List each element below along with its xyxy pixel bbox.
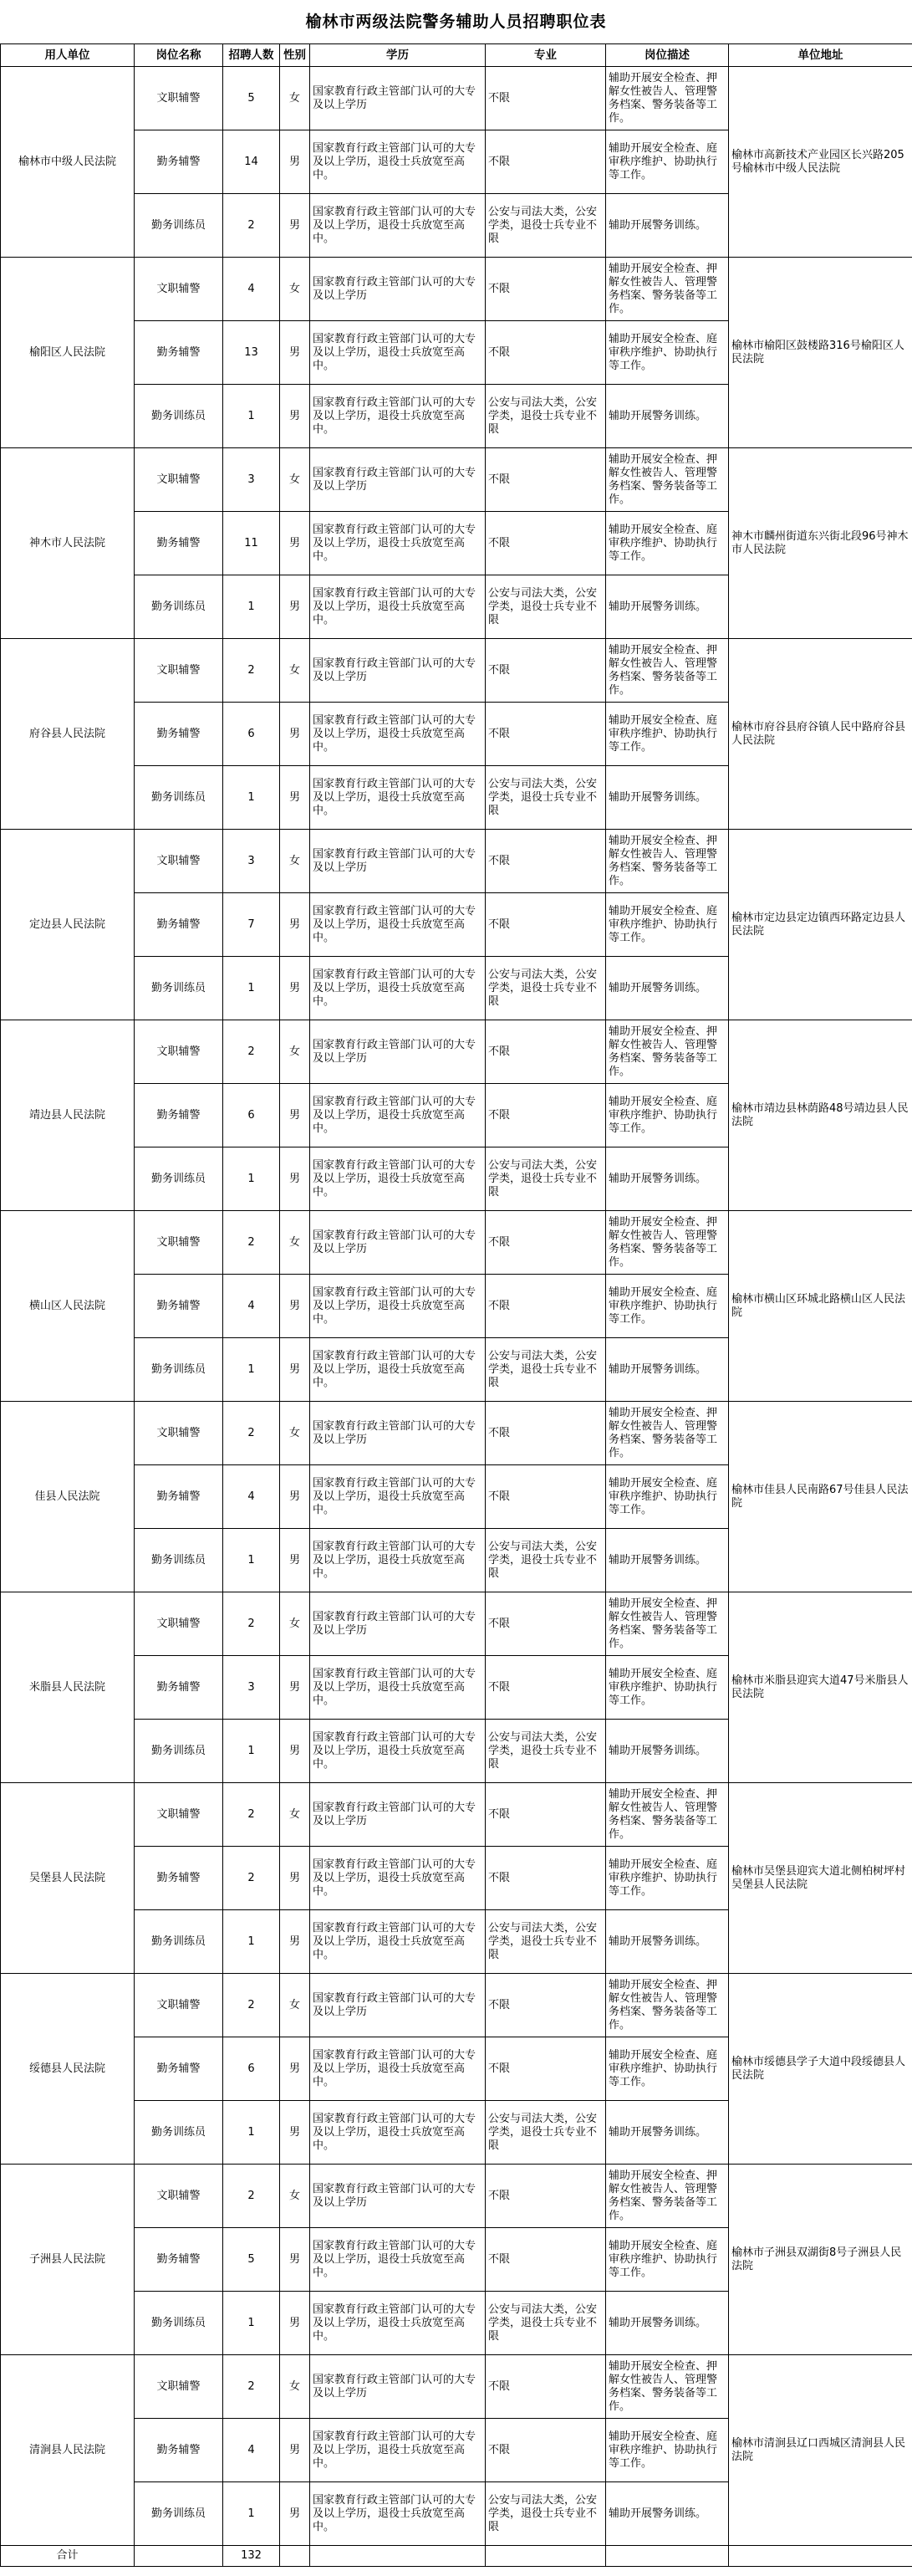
address-cell: 榆林市佳县人民南路67号佳县人民法院 [729, 1402, 912, 1592]
education-cell: 国家教育行政主管部门认可的大专及以上学历，退役士兵放宽至高中。 [310, 1147, 486, 1211]
education-cell: 国家教育行政主管部门认可的大专及以上学历，退役士兵放宽至高中。 [310, 385, 486, 448]
table-row [1, 1211, 912, 1275]
education-cell: 国家教育行政主管部门认可的大专及以上学历 [310, 448, 486, 512]
gender-cell: 男 [280, 575, 310, 639]
major-cell: 不限 [486, 1974, 606, 2037]
major-cell: 不限 [486, 321, 606, 385]
description-cell: 辅助开展警务训练。 [606, 1910, 729, 1974]
gender-cell: 男 [280, 1910, 310, 1974]
count-cell: 7 [223, 893, 280, 957]
education-cell: 国家教育行政主管部门认可的大专及以上学历，退役士兵放宽至高中。 [310, 766, 486, 830]
position-cell: 勤务训练员 [135, 957, 223, 1020]
count-cell: 1 [223, 2101, 280, 2165]
table-row [1, 1592, 912, 1656]
table-row [1, 2355, 912, 2419]
description-cell: 辅助开展安全检查、押解女性被告人、管理警务档案、警务装备等工作。 [606, 1974, 729, 2037]
education-cell: 国家教育行政主管部门认可的大专及以上学历，退役士兵放宽至高中。 [310, 2419, 486, 2482]
count-cell: 1 [223, 1147, 280, 1211]
count-cell: 4 [223, 2419, 280, 2482]
gender-cell: 男 [280, 1275, 310, 1338]
count-cell: 11 [223, 512, 280, 575]
position-cell: 勤务训练员 [135, 575, 223, 639]
position-cell: 勤务辅警 [135, 1465, 223, 1529]
position-cell: 勤务辅警 [135, 2228, 223, 2292]
count-cell: 1 [223, 1720, 280, 1783]
total-blank-cell [310, 2546, 486, 2567]
gender-cell: 女 [280, 2165, 310, 2228]
table-row [1, 2165, 912, 2228]
gender-cell: 男 [280, 893, 310, 957]
address-cell: 神木市麟州街道东兴街北段96号神木市人民法院 [729, 448, 912, 639]
education-cell: 国家教育行政主管部门认可的大专及以上学历，退役士兵放宽至高中。 [310, 957, 486, 1020]
total-blank-cell [280, 2546, 310, 2567]
address-cell: 榆林市府谷县府谷镇人民中路府谷县人民法院 [729, 639, 912, 830]
education-cell: 国家教育行政主管部门认可的大专及以上学历，退役士兵放宽至高中。 [310, 1275, 486, 1338]
description-cell: 辅助开展安全检查、庭审秩序维护、协助执行等工作。 [606, 512, 729, 575]
unit-name-cell: 榆阳区人民法院 [1, 258, 135, 448]
position-cell: 文职辅警 [135, 1402, 223, 1465]
table-row [1, 639, 912, 703]
header-position: 岗位名称 [135, 44, 223, 67]
table-row [1, 1402, 912, 1465]
count-cell: 6 [223, 703, 280, 766]
description-cell: 辅助开展警务训练。 [606, 957, 729, 1020]
gender-cell: 女 [280, 1783, 310, 1847]
description-cell: 辅助开展安全检查、庭审秩序维护、协助执行等工作。 [606, 1084, 729, 1147]
position-cell: 文职辅警 [135, 258, 223, 321]
gender-cell: 女 [280, 2355, 310, 2419]
header-education: 学历 [310, 44, 486, 67]
education-cell: 国家教育行政主管部门认可的大专及以上学历，退役士兵放宽至高中。 [310, 1656, 486, 1720]
unit-name-cell: 清涧县人民法院 [1, 2355, 135, 2546]
table-row [1, 67, 912, 130]
gender-cell: 男 [280, 385, 310, 448]
education-cell: 国家教育行政主管部门认可的大专及以上学历，退役士兵放宽至高中。 [310, 1338, 486, 1402]
unit-name-cell: 吴堡县人民法院 [1, 1783, 135, 1974]
gender-cell: 女 [280, 1020, 310, 1084]
position-cell: 文职辅警 [135, 1974, 223, 2037]
count-cell: 1 [223, 2292, 280, 2355]
description-cell: 辅助开展安全检查、庭审秩序维护、协助执行等工作。 [606, 703, 729, 766]
count-cell: 2 [223, 1974, 280, 2037]
major-cell: 不限 [486, 1020, 606, 1084]
gender-cell: 女 [280, 448, 310, 512]
education-cell: 国家教育行政主管部门认可的大专及以上学历，退役士兵放宽至高中。 [310, 1084, 486, 1147]
gender-cell: 女 [280, 639, 310, 703]
address-cell: 榆林市高新技术产业园区长兴路205号榆林市中级人民法院 [729, 67, 912, 258]
count-cell: 4 [223, 258, 280, 321]
unit-name-cell: 横山区人民法院 [1, 1211, 135, 1402]
position-cell: 文职辅警 [135, 67, 223, 130]
description-cell: 辅助开展安全检查、庭审秩序维护、协助执行等工作。 [606, 2228, 729, 2292]
unit-name-cell: 子洲县人民法院 [1, 2165, 135, 2355]
description-cell: 辅助开展警务训练。 [606, 766, 729, 830]
count-cell: 2 [223, 1783, 280, 1847]
position-cell: 文职辅警 [135, 830, 223, 893]
position-cell: 勤务训练员 [135, 766, 223, 830]
count-cell: 5 [223, 2228, 280, 2292]
gender-cell: 女 [280, 830, 310, 893]
position-cell: 文职辅警 [135, 2355, 223, 2419]
description-cell: 辅助开展安全检查、押解女性被告人、管理警务档案、警务装备等工作。 [606, 2165, 729, 2228]
gender-cell: 男 [280, 1529, 310, 1592]
gender-cell: 男 [280, 1847, 310, 1910]
gender-cell: 男 [280, 130, 310, 194]
major-cell: 公安与司法大类，公安学类，退役士兵专业不限 [486, 1910, 606, 1974]
position-cell: 勤务训练员 [135, 1910, 223, 1974]
major-cell: 不限 [486, 1084, 606, 1147]
major-cell: 公安与司法大类，公安学类，退役士兵专业不限 [486, 194, 606, 258]
major-cell: 公安与司法大类，公安学类，退役士兵专业不限 [486, 1529, 606, 1592]
major-cell: 不限 [486, 1402, 606, 1465]
major-cell: 不限 [486, 2037, 606, 2101]
major-cell: 不限 [486, 2355, 606, 2419]
recruitment-table [0, 43, 912, 2567]
address-cell: 榆林市靖边县林荫路48号靖边县人民法院 [729, 1020, 912, 1211]
major-cell: 公安与司法大类，公安学类，退役士兵专业不限 [486, 385, 606, 448]
major-cell: 不限 [486, 1783, 606, 1847]
education-cell: 国家教育行政主管部门认可的大专及以上学历，退役士兵放宽至高中。 [310, 512, 486, 575]
unit-name-cell: 靖边县人民法院 [1, 1020, 135, 1211]
position-cell: 文职辅警 [135, 1592, 223, 1656]
gender-cell: 男 [280, 321, 310, 385]
major-cell: 不限 [486, 1211, 606, 1275]
count-cell: 1 [223, 1529, 280, 1592]
address-cell: 榆林市吴堡县迎宾大道北侧柏树坪村吴堡县人民法院 [729, 1783, 912, 1974]
description-cell: 辅助开展安全检查、押解女性被告人、管理警务档案、警务装备等工作。 [606, 830, 729, 893]
count-cell: 4 [223, 1465, 280, 1529]
major-cell: 不限 [486, 258, 606, 321]
description-cell: 辅助开展安全检查、押解女性被告人、管理警务档案、警务装备等工作。 [606, 1783, 729, 1847]
description-cell: 辅助开展安全检查、庭审秩序维护、协助执行等工作。 [606, 1656, 729, 1720]
gender-cell: 男 [280, 2101, 310, 2165]
description-cell: 辅助开展安全检查、庭审秩序维护、协助执行等工作。 [606, 1275, 729, 1338]
address-cell: 榆林市横山区环城北路横山区人民法院 [729, 1211, 912, 1402]
major-cell: 公安与司法大类，公安学类，退役士兵专业不限 [486, 2292, 606, 2355]
description-cell: 辅助开展安全检查、押解女性被告人、管理警务档案、警务装备等工作。 [606, 639, 729, 703]
gender-cell: 男 [280, 2292, 310, 2355]
description-cell: 辅助开展警务训练。 [606, 194, 729, 258]
gender-cell: 男 [280, 2228, 310, 2292]
header-address: 单位地址 [729, 44, 912, 67]
count-cell: 6 [223, 1084, 280, 1147]
position-cell: 文职辅警 [135, 1211, 223, 1275]
major-cell: 不限 [486, 130, 606, 194]
address-cell: 榆林市子洲县双湖街8号子洲县人民法院 [729, 2165, 912, 2355]
position-cell: 勤务辅警 [135, 1084, 223, 1147]
count-cell: 1 [223, 957, 280, 1020]
address-cell: 榆林市定边县定边镇西环路定边县人民法院 [729, 830, 912, 1020]
count-cell: 4 [223, 1275, 280, 1338]
count-cell: 6 [223, 2037, 280, 2101]
header-major: 专业 [486, 44, 606, 67]
gender-cell: 男 [280, 703, 310, 766]
count-cell: 14 [223, 130, 280, 194]
count-cell: 2 [223, 194, 280, 258]
gender-cell: 女 [280, 67, 310, 130]
position-cell: 文职辅警 [135, 2165, 223, 2228]
major-cell: 不限 [486, 1592, 606, 1656]
description-cell: 辅助开展警务训练。 [606, 1529, 729, 1592]
header-gender: 性别 [280, 44, 310, 67]
address-cell: 榆林市绥德县学子大道中段绥德县人民法院 [729, 1974, 912, 2165]
position-cell: 勤务辅警 [135, 2037, 223, 2101]
table-row [1, 1783, 912, 1847]
header-count: 招聘人数 [223, 44, 280, 67]
count-cell: 2 [223, 1402, 280, 1465]
education-cell: 国家教育行政主管部门认可的大专及以上学历 [310, 830, 486, 893]
count-cell: 2 [223, 1847, 280, 1910]
count-cell: 5 [223, 67, 280, 130]
education-cell: 国家教育行政主管部门认可的大专及以上学历 [310, 1592, 486, 1656]
description-cell: 辅助开展警务训练。 [606, 1147, 729, 1211]
position-cell: 勤务训练员 [135, 1529, 223, 1592]
education-cell: 国家教育行政主管部门认可的大专及以上学历，退役士兵放宽至高中。 [310, 2482, 486, 2546]
count-cell: 2 [223, 639, 280, 703]
education-cell: 国家教育行政主管部门认可的大专及以上学历，退役士兵放宽至高中。 [310, 1910, 486, 1974]
total-label: 合计 [1, 2546, 135, 2567]
education-cell: 国家教育行政主管部门认可的大专及以上学历 [310, 1974, 486, 2037]
gender-cell: 男 [280, 2419, 310, 2482]
table-row [1, 1974, 912, 2037]
education-cell: 国家教育行政主管部门认可的大专及以上学历，退役士兵放宽至高中。 [310, 130, 486, 194]
major-cell: 不限 [486, 1465, 606, 1529]
gender-cell: 男 [280, 2482, 310, 2546]
count-cell: 1 [223, 385, 280, 448]
education-cell: 国家教育行政主管部门认可的大专及以上学历，退役士兵放宽至高中。 [310, 194, 486, 258]
description-cell: 辅助开展安全检查、庭审秩序维护、协助执行等工作。 [606, 893, 729, 957]
address-cell: 榆林市米脂县迎宾大道47号米脂县人民法院 [729, 1592, 912, 1783]
education-cell: 国家教育行政主管部门认可的大专及以上学历 [310, 67, 486, 130]
major-cell: 不限 [486, 1656, 606, 1720]
unit-name-cell: 绥德县人民法院 [1, 1974, 135, 2165]
education-cell: 国家教育行政主管部门认可的大专及以上学历 [310, 258, 486, 321]
description-cell: 辅助开展警务训练。 [606, 385, 729, 448]
major-cell: 不限 [486, 1847, 606, 1910]
description-cell: 辅助开展安全检查、庭审秩序维护、协助执行等工作。 [606, 2419, 729, 2482]
description-cell: 辅助开展警务训练。 [606, 575, 729, 639]
unit-name-cell: 神木市人民法院 [1, 448, 135, 639]
address-cell: 榆林市清涧县辽口西城区清涧县人民法院 [729, 2355, 912, 2546]
position-cell: 勤务辅警 [135, 2419, 223, 2482]
gender-cell: 男 [280, 1084, 310, 1147]
description-cell: 辅助开展安全检查、押解女性被告人、管理警务档案、警务装备等工作。 [606, 448, 729, 512]
gender-cell: 男 [280, 1656, 310, 1720]
major-cell: 公安与司法大类，公安学类，退役士兵专业不限 [486, 1720, 606, 1783]
header-unit: 用人单位 [1, 44, 135, 67]
gender-cell: 女 [280, 1211, 310, 1275]
header-description: 岗位描述 [606, 44, 729, 67]
position-cell: 勤务辅警 [135, 893, 223, 957]
position-cell: 勤务辅警 [135, 1275, 223, 1338]
major-cell: 公安与司法大类，公安学类，退役士兵专业不限 [486, 1338, 606, 1402]
count-cell: 2 [223, 2165, 280, 2228]
education-cell: 国家教育行政主管部门认可的大专及以上学历 [310, 1783, 486, 1847]
count-cell: 2 [223, 1211, 280, 1275]
major-cell: 不限 [486, 2165, 606, 2228]
major-cell: 不限 [486, 448, 606, 512]
education-cell: 国家教育行政主管部门认可的大专及以上学历 [310, 2355, 486, 2419]
position-cell: 勤务辅警 [135, 512, 223, 575]
position-cell: 勤务训练员 [135, 1147, 223, 1211]
education-cell: 国家教育行政主管部门认可的大专及以上学历，退役士兵放宽至高中。 [310, 1529, 486, 1592]
gender-cell: 男 [280, 2037, 310, 2101]
position-cell: 文职辅警 [135, 1783, 223, 1847]
major-cell: 不限 [486, 639, 606, 703]
count-cell: 1 [223, 2482, 280, 2546]
position-cell: 勤务训练员 [135, 385, 223, 448]
count-cell: 1 [223, 575, 280, 639]
description-cell: 辅助开展安全检查、押解女性被告人、管理警务档案、警务装备等工作。 [606, 1592, 729, 1656]
education-cell: 国家教育行政主管部门认可的大专及以上学历，退役士兵放宽至高中。 [310, 2292, 486, 2355]
table-row [1, 830, 912, 893]
description-cell: 辅助开展安全检查、押解女性被告人、管理警务档案、警务装备等工作。 [606, 2355, 729, 2419]
major-cell: 不限 [486, 703, 606, 766]
position-cell: 勤务辅警 [135, 703, 223, 766]
description-cell: 辅助开展安全检查、庭审秩序维护、协助执行等工作。 [606, 1465, 729, 1529]
education-cell: 国家教育行政主管部门认可的大专及以上学历，退役士兵放宽至高中。 [310, 2101, 486, 2165]
description-cell: 辅助开展警务训练。 [606, 2292, 729, 2355]
total-blank-cell [606, 2546, 729, 2567]
education-cell: 国家教育行政主管部门认可的大专及以上学历，退役士兵放宽至高中。 [310, 575, 486, 639]
gender-cell: 男 [280, 1720, 310, 1783]
major-cell: 公安与司法大类，公安学类，退役士兵专业不限 [486, 2101, 606, 2165]
position-cell: 勤务辅警 [135, 1847, 223, 1910]
major-cell: 公安与司法大类，公安学类，退役士兵专业不限 [486, 957, 606, 1020]
count-cell: 1 [223, 1910, 280, 1974]
total-blank-cell [135, 2546, 223, 2567]
gender-cell: 男 [280, 194, 310, 258]
count-cell: 3 [223, 448, 280, 512]
table-row [1, 258, 912, 321]
table-body [1, 67, 912, 2567]
gender-cell: 男 [280, 1147, 310, 1211]
position-cell: 勤务训练员 [135, 194, 223, 258]
education-cell: 国家教育行政主管部门认可的大专及以上学历，退役士兵放宽至高中。 [310, 703, 486, 766]
description-cell: 辅助开展安全检查、庭审秩序维护、协助执行等工作。 [606, 2037, 729, 2101]
count-cell: 1 [223, 766, 280, 830]
position-cell: 勤务辅警 [135, 321, 223, 385]
gender-cell: 男 [280, 1338, 310, 1402]
position-cell: 勤务训练员 [135, 2482, 223, 2546]
major-cell: 不限 [486, 2228, 606, 2292]
unit-name-cell: 米脂县人民法院 [1, 1592, 135, 1783]
education-cell: 国家教育行政主管部门认可的大专及以上学历 [310, 1402, 486, 1465]
total-blank-cell [729, 2546, 912, 2567]
description-cell: 辅助开展警务训练。 [606, 1338, 729, 1402]
description-cell: 辅助开展安全检查、押解女性被告人、管理警务档案、警务装备等工作。 [606, 1020, 729, 1084]
major-cell: 不限 [486, 1275, 606, 1338]
total-blank-cell [486, 2546, 606, 2567]
gender-cell: 男 [280, 512, 310, 575]
unit-name-cell: 定边县人民法院 [1, 830, 135, 1020]
description-cell: 辅助开展安全检查、庭审秩序维护、协助执行等工作。 [606, 321, 729, 385]
major-cell: 公安与司法大类，公安学类，退役士兵专业不限 [486, 766, 606, 830]
description-cell: 辅助开展警务训练。 [606, 2101, 729, 2165]
education-cell: 国家教育行政主管部门认可的大专及以上学历，退役士兵放宽至高中。 [310, 321, 486, 385]
major-cell: 不限 [486, 830, 606, 893]
position-cell: 勤务训练员 [135, 1338, 223, 1402]
count-cell: 1 [223, 1338, 280, 1402]
major-cell: 不限 [486, 67, 606, 130]
gender-cell: 男 [280, 1465, 310, 1529]
education-cell: 国家教育行政主管部门认可的大专及以上学历 [310, 2165, 486, 2228]
major-cell: 公安与司法大类，公安学类，退役士兵专业不限 [486, 575, 606, 639]
position-cell: 勤务训练员 [135, 2292, 223, 2355]
count-cell: 2 [223, 1592, 280, 1656]
education-cell: 国家教育行政主管部门认可的大专及以上学历 [310, 1020, 486, 1084]
education-cell: 国家教育行政主管部门认可的大专及以上学历，退役士兵放宽至高中。 [310, 2228, 486, 2292]
position-cell: 文职辅警 [135, 639, 223, 703]
position-cell: 勤务训练员 [135, 2101, 223, 2165]
major-cell: 不限 [486, 893, 606, 957]
count-cell: 13 [223, 321, 280, 385]
count-cell: 3 [223, 1656, 280, 1720]
education-cell: 国家教育行政主管部门认可的大专及以上学历 [310, 1211, 486, 1275]
description-cell: 辅助开展安全检查、押解女性被告人、管理警务档案、警务装备等工作。 [606, 258, 729, 321]
description-cell: 辅助开展安全检查、押解女性被告人、管理警务档案、警务装备等工作。 [606, 67, 729, 130]
gender-cell: 女 [280, 1974, 310, 2037]
description-cell: 辅助开展安全检查、押解女性被告人、管理警务档案、警务装备等工作。 [606, 1402, 729, 1465]
count-cell: 2 [223, 1020, 280, 1084]
description-cell: 辅助开展警务训练。 [606, 2482, 729, 2546]
description-cell: 辅助开展安全检查、庭审秩序维护、协助执行等工作。 [606, 1847, 729, 1910]
position-cell: 勤务训练员 [135, 1720, 223, 1783]
total-row [1, 2546, 912, 2567]
description-cell: 辅助开展安全检查、庭审秩序维护、协助执行等工作。 [606, 130, 729, 194]
unit-name-cell: 府谷县人民法院 [1, 639, 135, 830]
description-cell: 辅助开展安全检查、押解女性被告人、管理警务档案、警务装备等工作。 [606, 1211, 729, 1275]
gender-cell: 女 [280, 1402, 310, 1465]
major-cell: 公安与司法大类，公安学类，退役士兵专业不限 [486, 2482, 606, 2546]
unit-name-cell: 榆林市中级人民法院 [1, 67, 135, 258]
count-cell: 3 [223, 830, 280, 893]
education-cell: 国家教育行政主管部门认可的大专及以上学历，退役士兵放宽至高中。 [310, 2037, 486, 2101]
gender-cell: 男 [280, 766, 310, 830]
major-cell: 不限 [486, 512, 606, 575]
education-cell: 国家教育行政主管部门认可的大专及以上学历，退役士兵放宽至高中。 [310, 893, 486, 957]
header-row [1, 44, 912, 67]
gender-cell: 女 [280, 1592, 310, 1656]
gender-cell: 男 [280, 957, 310, 1020]
education-cell: 国家教育行政主管部门认可的大专及以上学历，退役士兵放宽至高中。 [310, 1465, 486, 1529]
major-cell: 不限 [486, 2419, 606, 2482]
major-cell: 公安与司法大类，公安学类，退役士兵专业不限 [486, 1147, 606, 1211]
position-cell: 文职辅警 [135, 448, 223, 512]
total-count: 132 [223, 2546, 280, 2567]
table-row [1, 1020, 912, 1084]
page-title: 榆林市两级法院警务辅助人员招聘职位表 [305, 13, 607, 31]
education-cell: 国家教育行政主管部门认可的大专及以上学历，退役士兵放宽至高中。 [310, 1720, 486, 1783]
education-cell: 国家教育行政主管部门认可的大专及以上学历，退役士兵放宽至高中。 [310, 1847, 486, 1910]
education-cell: 国家教育行政主管部门认可的大专及以上学历 [310, 639, 486, 703]
address-cell: 榆林市榆阳区鼓楼路316号榆阳区人民法院 [729, 258, 912, 448]
count-cell: 2 [223, 2355, 280, 2419]
description-cell: 辅助开展警务训练。 [606, 1720, 729, 1783]
position-cell: 勤务辅警 [135, 130, 223, 194]
position-cell: 勤务辅警 [135, 1656, 223, 1720]
gender-cell: 女 [280, 258, 310, 321]
table-row [1, 448, 912, 512]
position-cell: 文职辅警 [135, 1020, 223, 1084]
unit-name-cell: 佳县人民法院 [1, 1402, 135, 1592]
